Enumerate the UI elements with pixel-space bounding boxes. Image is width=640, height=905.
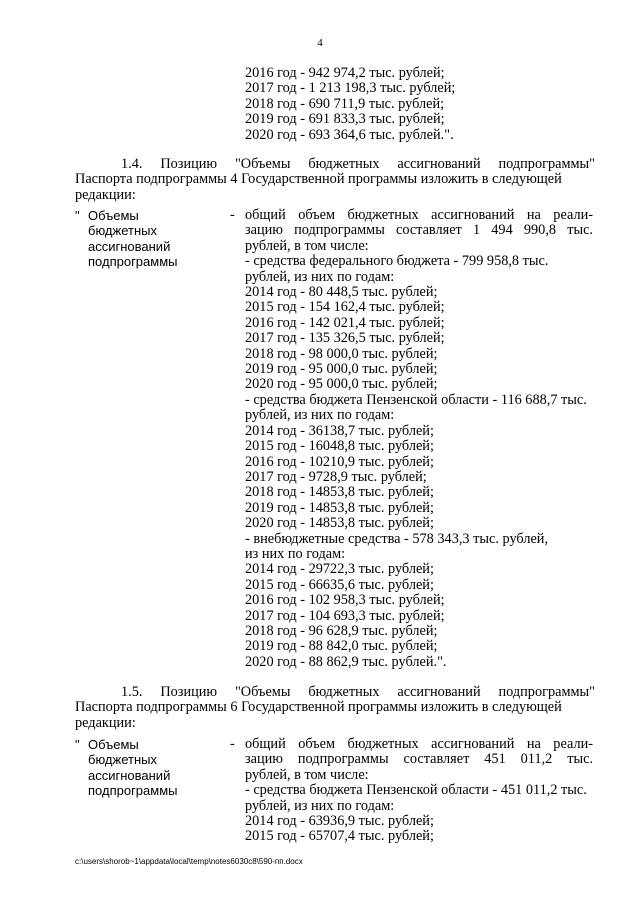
section-1-4-paragraph [75, 157, 595, 203]
left-label: бюджетных [88, 223, 157, 239]
right-line: 2014 год - 63936,9 тыс. рублей; [245, 813, 434, 830]
right-line: 2019 год - 88 842,0 тыс. рублей; [245, 638, 438, 655]
right-line: 2017 год - 104 693,3 тыс. рублей; [245, 607, 445, 624]
right-line: 2020 год - 95 000,0 тыс. рублей; [245, 376, 438, 393]
right-line: общий объем бюджетных ассигнований на реали- [245, 736, 593, 752]
paragraph-line: 1.5. Позицию "Объемы бюджетных ассигнований подпрограммы" [121, 684, 595, 700]
right-line: 2016 год - 142 021,4 тыс. рублей; [245, 314, 445, 331]
left-label: подпрограммы [88, 254, 178, 270]
right-line: - средства бюджета Пензенской области - 116 688,7 тыс. [245, 391, 587, 408]
right-line: 2015 год - 16048,8 тыс. рублей; [245, 438, 434, 455]
right-line: 2017 год - 135 326,5 тыс. рублей; [245, 330, 445, 347]
column-dash: - [230, 207, 235, 223]
left-label: Объемы [88, 208, 139, 223]
left-label: бюджетных [88, 752, 157, 768]
open-quote: " [75, 737, 80, 752]
top-years-list [245, 66, 455, 143]
left-label: ассигнований [88, 767, 171, 783]
right-line: 2020 год - 14853,8 тыс. рублей; [245, 515, 434, 532]
right-line: рублей, из них по годам: [245, 407, 395, 424]
right-line: 2016 год - 102 958,3 тыс. рублей; [245, 592, 445, 609]
column-dash: - [230, 736, 235, 752]
paragraph-line: Паспорта подпрограммы 4 Государственной программы изложить в следующей [75, 171, 562, 188]
right-line: рублей, в том числе: [245, 766, 369, 783]
right-line: 2015 год - 154 162,4 тыс. рублей; [245, 299, 445, 316]
right-line: 2020 год - 88 862,9 тыс. рублей.". [245, 653, 447, 670]
right-line: рублей, из них по годам: [245, 268, 395, 285]
paragraph-line: Паспорта подпрограммы 6 Государственной программы изложить в следующей [75, 699, 562, 716]
right-line: 2014 год - 36138,7 тыс. рублей; [245, 422, 434, 439]
page-number: 4 [317, 37, 323, 49]
file-path-footer: c:\users\shorob~1\appdata\local\temp\notes6030c8\590-пп.docx [75, 857, 303, 866]
right-line: 2014 год - 29722,3 тыс. рублей; [245, 561, 434, 578]
list-item: 2020 год - 693 364,6 тыс. рублей.". [245, 126, 454, 143]
right-line: 2019 год - 95 000,0 тыс. рублей; [245, 361, 438, 378]
right-line: 2017 год - 9728,9 тыс. рублей; [245, 468, 427, 485]
table-right-column [245, 208, 593, 670]
right-line: 2018 год - 98 000,0 тыс. рублей; [245, 345, 438, 362]
right-line: 2014 год - 80 448,5 тыс. рублей; [245, 284, 438, 301]
left-label: ассигнований [88, 238, 171, 254]
paragraph-line: редакции: [75, 714, 136, 731]
list-item: 2018 год - 690 711,9 тыс. рублей; [245, 95, 445, 112]
left-label: Объемы [88, 737, 139, 752]
list-item: 2016 год - 942 974,2 тыс. рублей; [245, 65, 445, 81]
right-line: из них по годам: [245, 545, 346, 562]
right-line: 2018 год - 14853,8 тыс. рублей; [245, 484, 434, 501]
right-line: 2015 год - 66635,6 тыс. рублей; [245, 576, 434, 593]
right-line: рублей, в том числе: [245, 237, 369, 254]
right-line: 2016 год - 10210,9 тыс. рублей; [245, 453, 434, 470]
paragraph-line: редакции: [75, 186, 136, 203]
right-line: - средства федерального бюджета - 799 958,8 тыс. [245, 253, 549, 270]
right-line: - средства бюджета Пензенской области - 451 011,2 тыс. [245, 782, 587, 799]
left-label: подпрограммы [88, 783, 178, 799]
table-right-column [245, 737, 593, 845]
section-1-5-paragraph [75, 685, 595, 731]
right-line: зацию подпрограммы составляет 451 011,2 тыс. [245, 751, 593, 768]
list-item: 2019 год - 691 833,3 тыс. рублей; [245, 111, 445, 128]
right-line: 2019 год - 14853,8 тыс. рублей; [245, 499, 434, 516]
list-item: 2017 год - 1 213 198,3 тыс. рублей; [245, 80, 456, 97]
right-line: рублей, из них по годам: [245, 797, 395, 814]
right-line: - внебюджетные средства - 578 343,3 тыс. рублей, [245, 530, 549, 547]
right-line: 2015 год - 65707,4 тыс. рублей; [245, 828, 434, 845]
right-line: общий объем бюджетных ассигнований на реали- [245, 207, 593, 223]
right-line: 2018 год - 96 628,9 тыс. рублей; [245, 622, 438, 639]
open-quote: " [75, 208, 80, 223]
right-line: зацию подпрограммы составляет 1 494 990,8 тыс. [245, 222, 593, 239]
paragraph-line: 1.4. Позицию "Объемы бюджетных ассигнований подпрограммы" [121, 156, 595, 172]
